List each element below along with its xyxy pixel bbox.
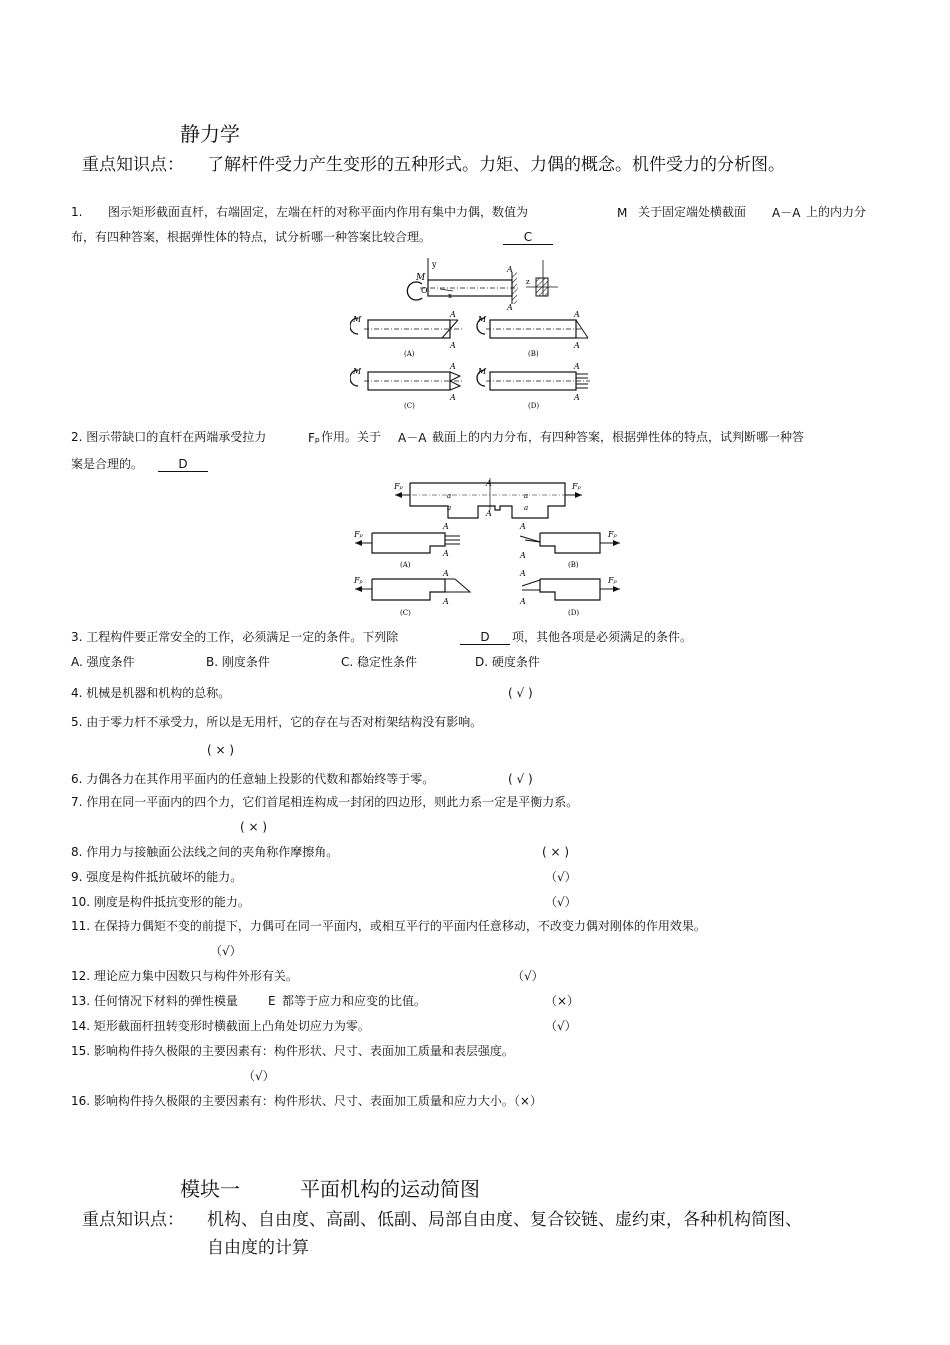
q1-fig-z-label: z [526, 278, 530, 286]
judgment-7-mark: ( × ) [240, 820, 268, 834]
judgment-5-text: 5. 由于零力杆不承受力，所以是无用杆，它的存在与否对桁架结构没有影响。 [71, 715, 483, 729]
judgment-13-mark: （×） [545, 994, 580, 1008]
q3-option-d: D. 硬度条件 [475, 655, 540, 669]
judgment-10-text: 10. 刚度是构件抵抗变形的能力。 [71, 895, 250, 909]
judgment-13-text-b: 都等于应力和应变的比值。 [282, 994, 427, 1008]
svg-text:A: A [574, 341, 580, 350]
q1-fig-o-label: O [421, 286, 428, 295]
q1-label-c: (C) [404, 402, 415, 410]
q2-option-d-diagram [519, 569, 620, 617]
q1-option-a-diagram [350, 310, 462, 358]
q2-text-line2: 案是合理的。 [71, 457, 144, 471]
q1-fig-y-label: y [432, 260, 437, 269]
q1-label-a: (A) [404, 350, 415, 358]
judgment-14-mark: （√） [545, 1019, 577, 1033]
key-points-text: 了解杆件受力产生变形的五种形式。力矩、力偶的概念。机件受力的分析图。 [207, 155, 785, 175]
q2-label-c: (C) [400, 609, 411, 617]
q2-text-b: 作用。关于 [321, 430, 382, 444]
svg-text:Fₚ: Fₚ [354, 530, 363, 539]
svg-text:A: A [507, 303, 513, 312]
svg-text:Fₚ: Fₚ [608, 576, 617, 585]
svg-text:A: A [443, 569, 449, 578]
judgment-4-text: 4. 机械是机器和机构的总称。 [71, 686, 231, 700]
q2-option-b-diagram [519, 522, 620, 569]
q3-option-b: B. 刚度条件 [206, 655, 270, 669]
q1-label-d: (D) [528, 402, 540, 410]
q1-symbol-m: M [617, 206, 628, 220]
module1-key-points-label: 重点知识点： [82, 1210, 184, 1230]
judgment-4-mark: ( √ ) [508, 686, 533, 700]
judgment-7-text: 7. 作用在同一平面内的四个力，它们首尾相连构成一封闭的四边形，则此力系一定是平衡力系。 [71, 795, 579, 809]
q2-label-a: (A) [400, 561, 411, 569]
judgment-15-text: 15. 影响构件持久极限的主要因素有：构件形状、尺寸、表面加工质量和表层强度。 [71, 1044, 514, 1058]
judgment-6-mark: ( √ ) [508, 772, 533, 786]
q1-answer: C [503, 230, 553, 245]
judgment-9-mark: （√） [545, 870, 577, 884]
q2-label-d: (D) [568, 609, 580, 617]
svg-text:A: A [450, 341, 456, 350]
svg-text:A: A [486, 479, 492, 488]
svg-text:A: A [520, 522, 526, 531]
q1-label-b: (B) [528, 350, 539, 358]
q1-fig-x-label: x [448, 292, 452, 300]
svg-text:Fₚ: Fₚ [394, 482, 403, 491]
svg-text:A: A [443, 597, 449, 606]
judgment-13-symbol-e: E [268, 994, 276, 1008]
q3-text-b: 项，其他各项是必须满足的条件。 [512, 630, 693, 644]
module1-key-points-line2: 自由度的计算 [207, 1238, 309, 1258]
judgment-8-mark: ( × ) [542, 845, 570, 859]
judgment-15-mark: （√） [243, 1069, 275, 1083]
svg-text:M: M [353, 367, 362, 376]
svg-text:A: A [450, 310, 456, 319]
q2-option-c-diagram [353, 569, 470, 617]
judgment-6-text: 6. 力偶各力在其作用平面内的任意轴上投影的代数和都始终等于零。 [71, 772, 435, 786]
q1-text-a: 图示矩形截面直杆，右端固定，左端在杆的对称平面内作用有集中力偶，数值为 [108, 205, 529, 219]
q3-option-c: C. 稳定性条件 [341, 655, 418, 669]
q2-symbol-fp: Fₚ [308, 431, 321, 445]
q2-answer: D [158, 457, 208, 472]
q2-text-a: 2. 图示带缺口的直杆在两端承受拉力 [71, 430, 267, 444]
svg-text:A: A [520, 551, 526, 560]
q2-label-b: (B) [568, 561, 579, 569]
q2-option-a-diagram [353, 522, 460, 569]
q2-symbol-aa: A－A [398, 431, 427, 445]
svg-text:A: A [507, 265, 513, 274]
judgment-16-text: 16. 影响构件持久极限的主要因素有：构件形状、尺寸、表面加工质量和应力大小。（×） [71, 1094, 542, 1108]
q3-option-a: A. 强度条件 [71, 655, 135, 669]
q1-option-b-diagram [477, 310, 588, 358]
svg-text:M: M [478, 367, 487, 376]
svg-text:A: A [520, 597, 526, 606]
module1-title: 模块一 [180, 1177, 240, 1201]
q1-symbol-aa: A－A [772, 206, 801, 220]
q1-option-d-diagram [477, 362, 590, 410]
judgment-11-text: 11. 在保持力偶矩不变的前提下，力偶可在同一平面内，或相互平行的平面内任意移动，不改变力偶对刚体的作用效果。 [71, 919, 706, 933]
svg-text:A: A [574, 310, 580, 319]
q3-answer: D [460, 630, 510, 645]
q2-text-c: 截面上的内力分布，有四种答案，根据弹性体的特点，试判断哪一种答 [432, 430, 805, 444]
svg-text:Fₚ: Fₚ [354, 576, 363, 585]
judgment-5-mark: ( × ) [207, 743, 235, 757]
svg-text:M: M [478, 315, 487, 324]
q2-main-diagram [393, 478, 582, 518]
judgment-8-text: 8. 作用力与接触面公法线之间的夹角称作摩擦角。 [71, 845, 339, 859]
judgment-11-mark: （√） [210, 944, 242, 958]
svg-text:A: A [443, 549, 449, 558]
svg-text:M: M [353, 315, 362, 324]
q1-number: 1. [71, 205, 83, 219]
judgment-12-mark: （√） [512, 969, 544, 983]
judgment-12-text: 12. 理论应力集中因数只与构件外形有关。 [71, 969, 298, 983]
svg-text:A: A [443, 522, 449, 531]
svg-text:A: A [486, 509, 492, 518]
svg-text:A: A [574, 362, 580, 371]
svg-text:a: a [447, 492, 452, 500]
judgment-13-text: 13. 任何情况下材料的弹性模量 [71, 994, 238, 1008]
svg-text:Fₚ: Fₚ [572, 482, 581, 491]
svg-text:a: a [524, 504, 529, 512]
section-title-statics: 静力学 [180, 122, 240, 146]
module1-subtitle: 平面机构的运动简图 [300, 1177, 480, 1201]
q1-text-line2: 布，有四种答案，根据弹性体的特点，试分析哪一种答案比较合理。 [71, 230, 432, 244]
module1-key-points-line1: 机构、自由度、高副、低副、局部自由度、复合铰链、虚约束，各种机构简图、 [207, 1210, 802, 1230]
judgment-9-text: 9. 强度是构件抵抗破坏的能力。 [71, 870, 243, 884]
q1-text-c: 上的内力分 [806, 205, 867, 219]
judgment-10-mark: （√） [545, 895, 577, 909]
svg-text:Fₚ: Fₚ [608, 530, 617, 539]
svg-text:A: A [520, 569, 526, 578]
svg-text:a: a [524, 492, 529, 500]
svg-text:A: A [450, 393, 456, 402]
q1-text-b: 关于固定端处横截面 [638, 205, 747, 219]
svg-text:A: A [574, 393, 580, 402]
svg-text:a: a [447, 504, 452, 512]
q1-fig-m-label: M [416, 273, 426, 283]
q2-figure [350, 478, 625, 620]
svg-text:A: A [450, 362, 456, 371]
judgment-14-text: 14. 矩形截面杆扭转变形时横截面上凸角处切应力为零。 [71, 1019, 370, 1033]
q1-option-c-diagram [350, 362, 462, 410]
key-points-label: 重点知识点： [82, 155, 184, 175]
q1-figure [350, 258, 595, 416]
q3-text-a: 3. 工程构件要正常安全的工作，必须满足一定的条件。下列除 [71, 630, 399, 644]
